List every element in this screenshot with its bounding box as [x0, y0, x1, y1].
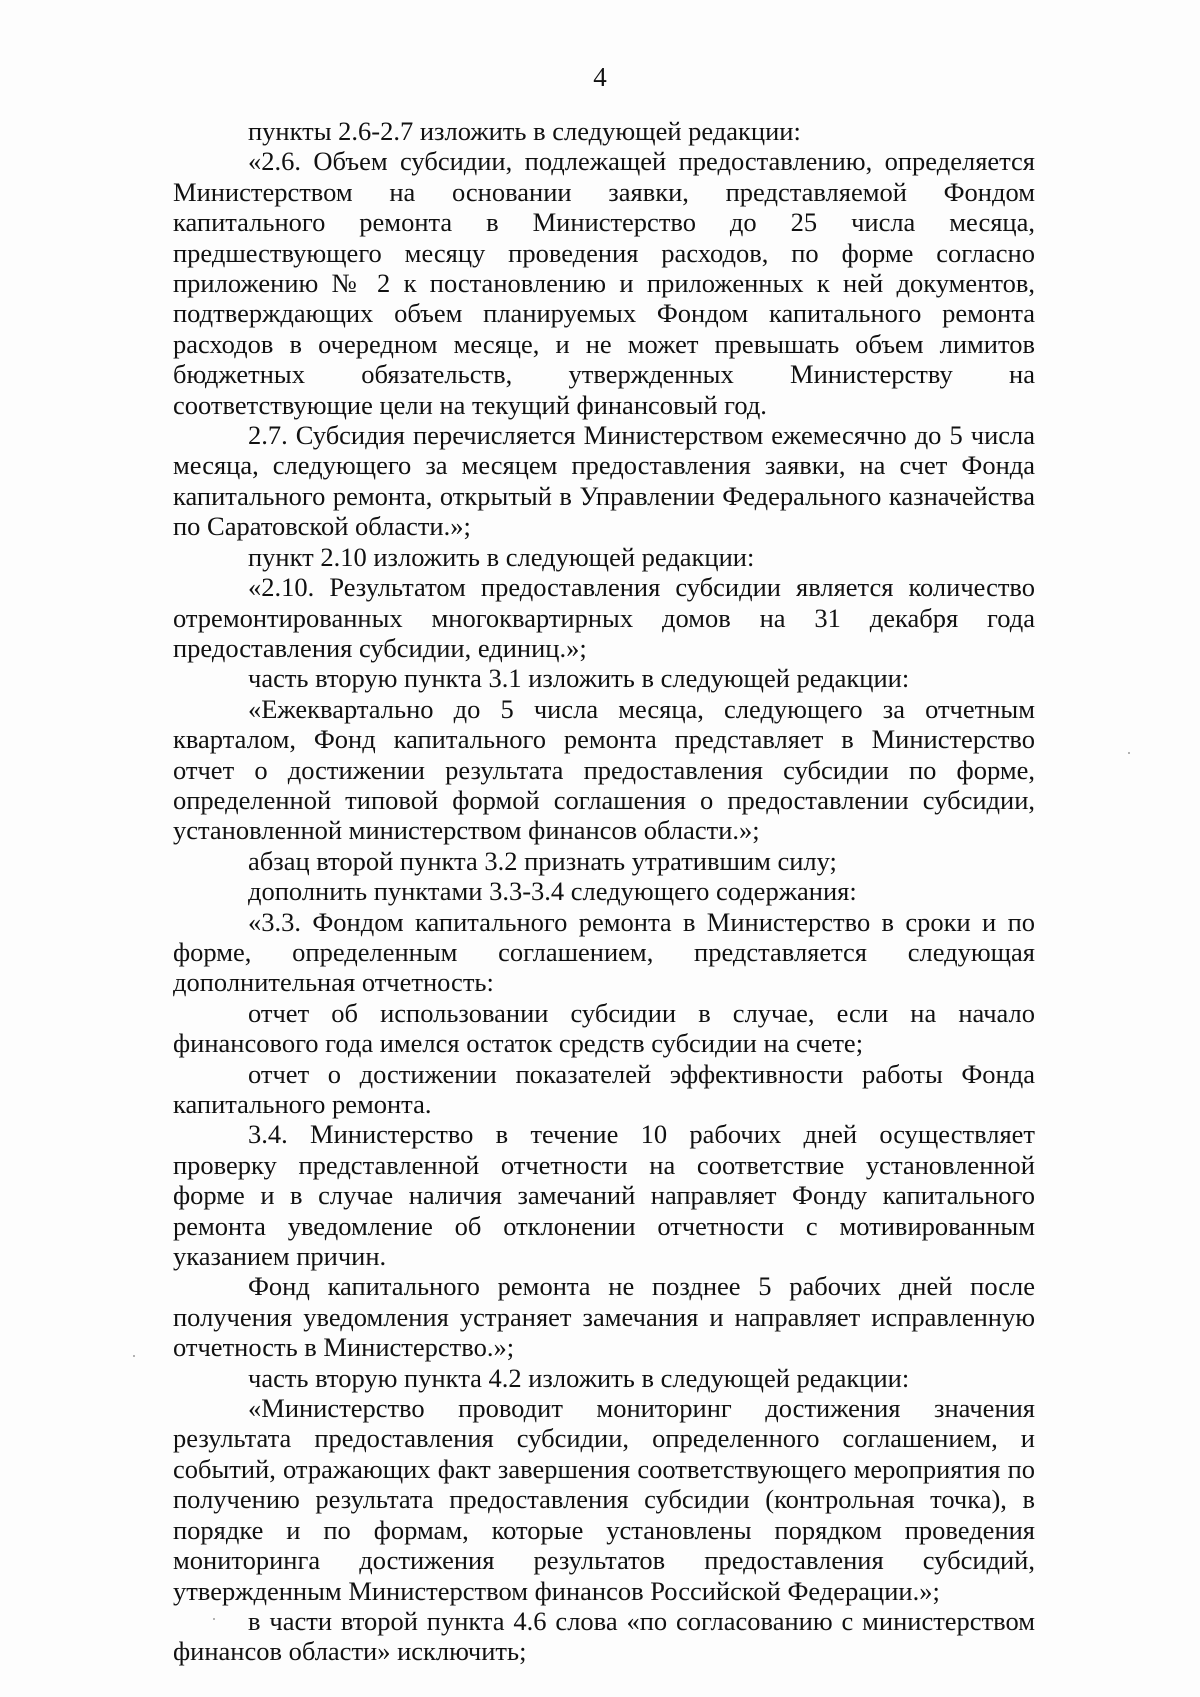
scan-speck — [1128, 752, 1130, 754]
paragraph: «2.6. Объем субсидии, подлежащей предоставлению, определяется Министерством на основании заявки, представляемой Фондом капитального ремонта в Министерство до 25 числа месяца, предшествующего месяцу проведения расходов, по форме согласно приложению № 2 к постановлению и приложенных к ней документов, подтверждающих объем планируемых Фондом капитального ремонта расходов в очередном месяце, и не может превышать объем лимитов бюджетных обязательств, утвержденных Министерству на соответствующие цели на текущий финансовый год. — [173, 146, 1035, 420]
paragraph: 3.4. Министерство в течение 10 рабочих дней осуществляет проверку представленной отчетности на соответствие установленной форме и в случае наличия замечаний направляет Фонду капитального ремонта уведомление об отклонении отчетности с мотивированным указанием причин. — [173, 1119, 1035, 1272]
paragraph: часть вторую пункта 3.1 изложить в следующей редакции: — [248, 663, 910, 694]
scan-speck — [133, 1355, 135, 1357]
paragraph: абзац второй пункта 3.2 признать утратившим силу; — [248, 845, 837, 876]
scan-speck — [213, 1618, 215, 1620]
paragraph: «Министерство проводит мониторинг достижения значения результата предоставления субсидии, определенного соглашением, и событий, отражающих факт завершения соответствующего мероприятия по получению результата предоставления субсидии (контрольная точка), в порядке и по формам, которые установлены порядком проведения мониторинга достижения результатов предоставления субсидий, утвержденным Министерством финансов Российской Федерации.»; — [173, 1393, 1035, 1606]
paragraph: «3.3. Фондом капитального ремонта в Министерство в сроки и по форме, определенным соглашением, представляется следующая дополнительная отчетность: — [173, 906, 1035, 998]
page-number: 4 — [593, 62, 607, 92]
paragraph: пункты 2.6-2.7 изложить в следующей редакции: — [248, 116, 801, 146]
paragraph: Фонд капитального ремонта не позднее 5 рабочих дней после получения уведомления устраняет замечания и направляет исправленную отчетность в Министерство.»; — [173, 1271, 1035, 1363]
paragraph: часть вторую пункта 4.2 изложить в следующей редакции: — [248, 1362, 910, 1393]
paragraph: «2.10. Результатом предоставления субсидии является количество отремонтированных многоквартирных домов на 31 декабря года предоставления субсидии, единиц.»; — [173, 572, 1035, 663]
paragraph: пункт 2.10 изложить в следующей редакции: — [248, 541, 755, 572]
paragraph: отчет о достижении показателей эффективности работы Фонда капитального ремонта. — [173, 1058, 1035, 1119]
paragraph: в части второй пункта 4.6 слова «по согласованию с министерством финансов области» исключить; — [173, 1605, 1035, 1667]
paragraph: «Ежеквартально до 5 числа месяца, следующего за отчетным кварталом, Фонд капитального ремонта представляет в Министерство отчет о достижении результата предоставления субсидии по форме, определенной типовой формой соглашения о предоставлении субсидии, установленной министерством финансов области.»; — [173, 693, 1035, 846]
paragraph: отчет об использовании субсидии в случае, если на начало финансового года имелся остаток средств субсидии на счете; — [173, 997, 1035, 1059]
paragraph: дополнить пунктами 3.3-3.4 следующего содержания: — [248, 876, 857, 907]
paragraph: 2.7. Субсидия перечисляется Министерством ежемесячно до 5 числа месяца, следующего за месяцем предоставления заявки, на счет Фонда капитального ремонта, открытый в Управлении Федерального казначейства по Саратовской области.»; — [173, 420, 1035, 542]
document-body — [173, 116, 1035, 1667]
